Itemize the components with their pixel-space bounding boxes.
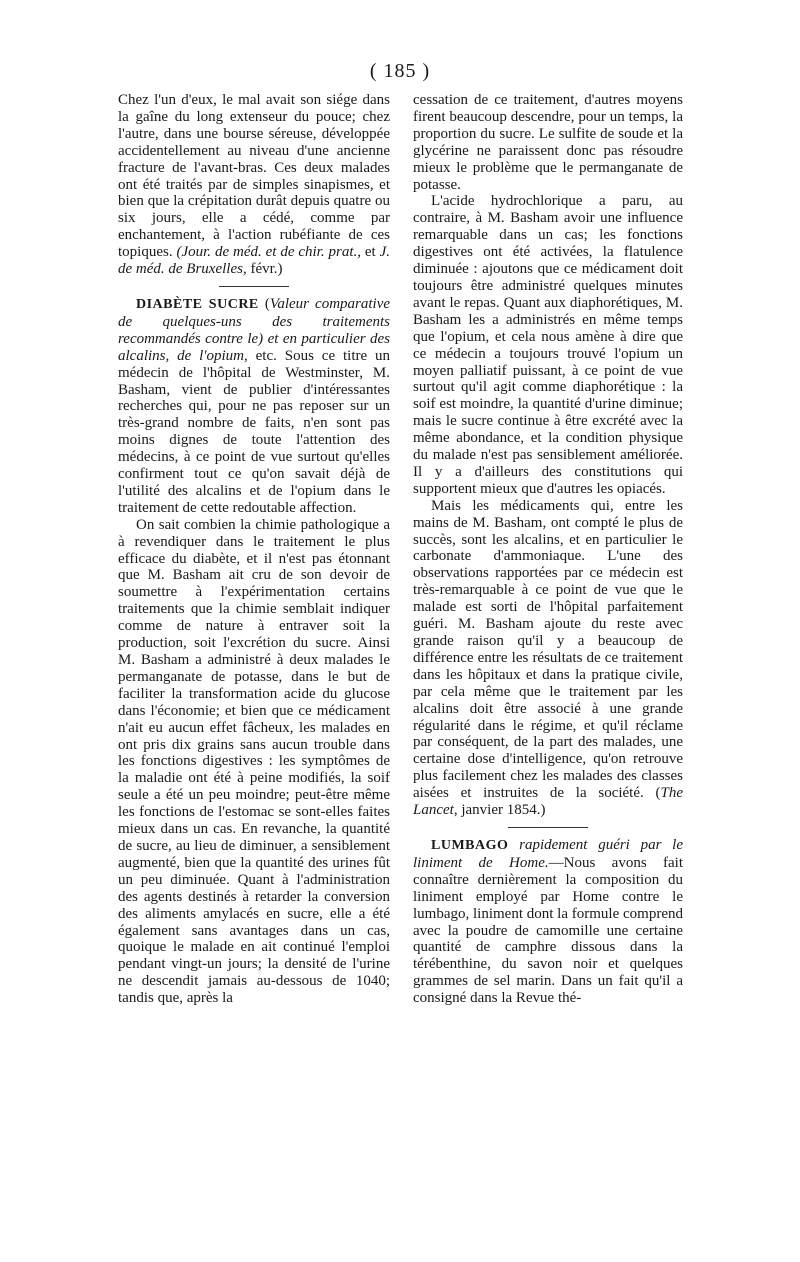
article-lumbago — [413, 837, 683, 1007]
punctuation: ( — [258, 295, 270, 312]
paragraph-text: , etc. Sous ce titre un médecin de l'hôpital de Westminster, M. Basham, vient de publier d'intéressantes recherches qui, pour ne pas reposer sur un très-grand nombre de faits, n'en sont pas moins dignes de toute l'attention des médecins, à ce point de vue surtout qu'elles confirment tout ce qu'on savait déjà de l'utilité des alcalins et de l'opium dans le traitement de cette redoutable affection. — [118, 347, 391, 516]
paragraph-text: Mais les médicaments qui, entre les mains de M. Basham, ont compté le plus de succès, sont les alcalins, et en particulier le carbonate d'ammoniaque. L'une des observations rapportées par ce médecin est très-remarquable à ce point de vue que le malade est sorti de l'hôpital parfaitement guéri. M. Basham ajoute du reste avec grande raison qu'il y a beaucoup de différence entre les résultats de ce traitement dans les hôpitaux et dans la pratique civile, par cela même que le traitement par les alcalins doit être associé à une grande régularité dans le régime, et qu'il réclame par conséquent, de la part des malades, une certaine dose d'intelligence, qu'on retrouve plus facilement chez les malades des classes aisées et instruites de la société. ( — [413, 497, 683, 802]
article-divider — [219, 286, 289, 287]
paragraph-text: —Nous avons fait connaître dernièrement la composition du liniment employé par Home contre le lumbago, liniment dont la formule comprend avec la poudre de camomille une certaine quantité de camphre dissous dans la térébenthine, du savon noir et quelques grammes de sel marin. Dans un fait qu'il a consigné dans la Revue thé- — [413, 854, 684, 1007]
article-divider — [508, 827, 588, 828]
paragraph — [118, 92, 390, 278]
article-title: DIABÈTE SUCRE — [136, 296, 259, 312]
article-subtitle: Valeur comparative de quelques-uns des traitements recommandés contre le) et en particulier des alcalins, de l'opium — [118, 295, 391, 364]
citation-date: , janvier 1854.) — [453, 802, 546, 819]
paragraph — [413, 498, 683, 819]
citation: J. de méd. de Bruxelles — [118, 244, 391, 278]
paragraph: cessation de ce traitement, d'autres moyens firent beaucoup descendre, pour un temps, la proportion du sucre. Le sulfite de soude et la glycérine ne paraissent donc pas résoudre mieux le problème que le permanganate de potasse. — [413, 92, 683, 193]
paragraph-text: Chez l'un d'eux, le mal avait son siége dans la gaîne du long extenseur du pouce; chez l'autre, dans une bourse séreuse, développée accidentellement au niveau d'une ancienne fracture de l'avant-bras. Ces deux malades ont été traités par de simples sinapismes, et bien que la crépitation durât depuis quatre ou six jours, elle a cédé, comme par enchantement, à l'action rubéfiante de ces topiques. — [118, 92, 390, 261]
left-column — [118, 92, 390, 1007]
citation-joiner: , et — [357, 244, 380, 261]
paragraph: L'acide hydrochlorique a paru, au contraire, à M. Basham avoir une influence remarquable dans un cas; les fonctions digestives ont été activées, la flatulence diminuée : ajoutons que ce médicament doit toujours être administré quelques minutes avant le repas. Quant aux diaphorétiques, M. Basham les a administrés en même temps que l'opium, et cela nous amène à dire que ce médecin a toujours trouvé l'opium un moyen palliatif puissant, à ce point de vue surtout qu'il agit comme diaphorétique : la soif est moindre, la quantité d'urine diminue; mais le sucre continue à être excrété avec la même abondance, et la condition physique du malade n'est pas sensiblement améliorée. Il y a d'ailleurs des constitutions qui supportent mieux que d'autres les opiacés. — [413, 193, 683, 497]
citation-date: , févr.) — [242, 261, 283, 278]
article-diabete — [118, 296, 390, 517]
right-column — [413, 92, 683, 1007]
article-subtitle: rapidement guéri par le liniment de Home. — [413, 836, 683, 871]
article-title: LUMBAGO — [431, 837, 509, 853]
citation: (Jour. de méd. et de chir. prat. — [176, 244, 358, 261]
page-number: ( 185 ) — [369, 60, 431, 82]
paragraph: On sait combien la chimie pathologique a à revendiquer dans le traitement le plus efficace du diabète, et il n'est pas étonnant que M. Basham ait cru de son devoir de soumettre à l'expérimentation certains traitements que la chimie semblait indiquer comme de nature à entraver soit la production, soit l'excrétion du sucre. Ainsi M. Basham a administré à deux malades le permanganate de potasse, dans le but de faciliter la transformation acide du glucose dans l'économie; et bien que ce médicament n'ait eu aucun effet fâcheux, les malades en ont pris dix grains sans aucun trouble dans les fonctions digestives : les symptômes de la maladie ont été à peine modifiés, la soif seule a été un peu moindre; peut-être même les fonctions de l'estomac se sont-elles faites mieux dans un cas. En revanche, la quantité de sucre, au lieu de diminuer, a sensiblement augmenté, bien que la quantité des urines fût un peu diminuée. Quant à l'administration des agents destinés à retarder la conversion des aliments amylacés en sucre, elle a été également sans avantages dans un cas, quoique le malade en ait continué l'emploi pendant vingt-un jours; la densité de l'urine ne descendit jamais au-dessous de 1040; tandis que, après la — [118, 516, 390, 1007]
citation: The Lancet — [413, 785, 683, 819]
